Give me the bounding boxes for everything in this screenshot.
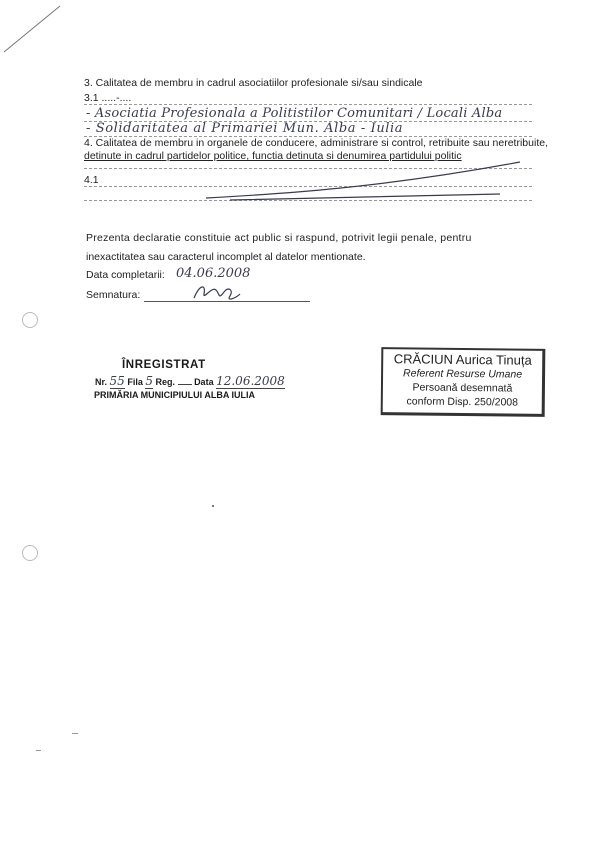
reg-nr-value: 55 bbox=[109, 374, 125, 388]
handwritten-signature bbox=[190, 280, 242, 304]
official-stamp-line3: Persoană desemnată bbox=[412, 381, 513, 395]
declaration-line-2: inexactitatea sau caracterul incomplet al datelor mentionate. bbox=[86, 251, 366, 263]
official-stamp-role: Referent Resurse Umane bbox=[402, 367, 523, 381]
reg-data-label: Data bbox=[194, 377, 214, 387]
section3-heading: 3. Calitatea de membru in cadrul asociatiilor profesionale si/sau sindicale bbox=[84, 77, 423, 89]
official-stamp-name: CRĂCIUN Aurica Tinuța bbox=[393, 351, 532, 368]
section3-line-1 bbox=[84, 104, 532, 105]
section4-heading-line2: detinute in cadrul partidelor politice, functia detinuta si denumirea partidului politic bbox=[84, 150, 462, 162]
reg-fila-value: 5 bbox=[145, 374, 153, 388]
section4-item-label: 4.1 bbox=[84, 174, 99, 186]
signature-label: Semnatura: bbox=[86, 289, 141, 301]
date-label: Data completarii: bbox=[86, 269, 165, 281]
section4-heading-line1: 4. Calitatea de membru in organele de conducere, administrare si control, retribuite sau neretribuite, bbox=[84, 137, 548, 149]
section3-handwritten-entry-1: - Asociatia Profesionala a Politistilor Comunitari / Locali Alba bbox=[86, 106, 503, 121]
reg-nr-label: Nr. bbox=[95, 377, 108, 387]
scan-fold-mark bbox=[0, 0, 70, 60]
registration-stamp-fields bbox=[95, 374, 285, 388]
section3-item-label: 3.1 .....-.... bbox=[84, 92, 132, 104]
scan-speck bbox=[36, 750, 41, 751]
punch-hole-bottom bbox=[22, 545, 38, 561]
registration-stamp-title: ÎNREGISTRAT bbox=[122, 359, 206, 371]
date-value: 04.06.2008 bbox=[176, 266, 251, 281]
scan-speck bbox=[212, 505, 214, 507]
registration-stamp-institution: PRIMĂRIA MUNICIPIULUI ALBA IULIA bbox=[94, 390, 255, 400]
strike-through-mark bbox=[200, 158, 530, 204]
declaration-line-1: Prezenta declaratie constituie act public si raspund, potrivit legii penale, pentru bbox=[86, 232, 472, 244]
reg-fila-label: Fila bbox=[127, 377, 143, 387]
official-stamp-line4: conform Disp. 250/2008 bbox=[406, 395, 519, 409]
reg-reg-label: Reg. bbox=[155, 377, 176, 387]
scan-speck bbox=[72, 733, 78, 734]
punch-hole-top bbox=[22, 312, 38, 328]
section3-handwritten-entry-2: - Solidaritatea al Primariei Mun. Alba - Iulia bbox=[86, 121, 404, 136]
reg-data-value: 12.06.2008 bbox=[216, 374, 285, 388]
official-stamp bbox=[381, 347, 546, 417]
